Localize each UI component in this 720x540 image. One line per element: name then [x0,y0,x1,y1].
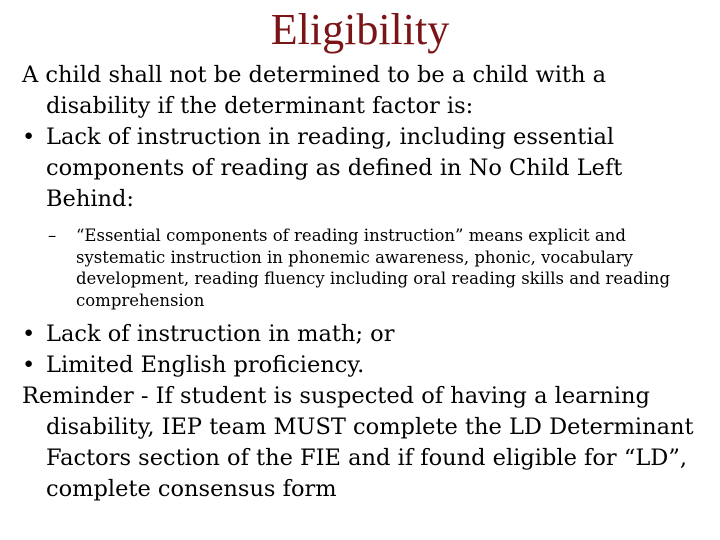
bullet-english-text: Limited English proficiency. [46,352,365,378]
bullet-math [22,319,694,350]
bullet-reading [22,122,694,215]
sub-bullet-text: “Essential components of reading instruction” means explicit and systematic instruction in phonemic awareness, phonic, vocabulary development, reading fluency including oral reading skills and reading comprehension [76,226,670,310]
sub-bullet-definition [22,225,694,311]
dash-icon: – [48,226,57,245]
slide-body [22,60,694,505]
bullet-math-text: Lack of instruction in math; or [46,321,395,347]
reminder-text: Reminder - If student is suspected of having a learning disability, IEP team MUST complete the LD Determinant Factors section of the FIE and if found eligible for “LD”, complete consensus form [22,383,694,502]
bullet-english [22,350,694,381]
bullet-icon: • [22,321,36,347]
bullet-icon: • [22,352,36,378]
bullet-reading-text: Lack of instruction in reading, including essential components of reading as defined in No Child Left Behind: [46,124,623,212]
bullet-icon: • [22,124,36,150]
intro-text: A child shall not be determined to be a child with a disability if the determinant factor is: [22,62,607,119]
slide-title: Eligibility [270,5,450,54]
